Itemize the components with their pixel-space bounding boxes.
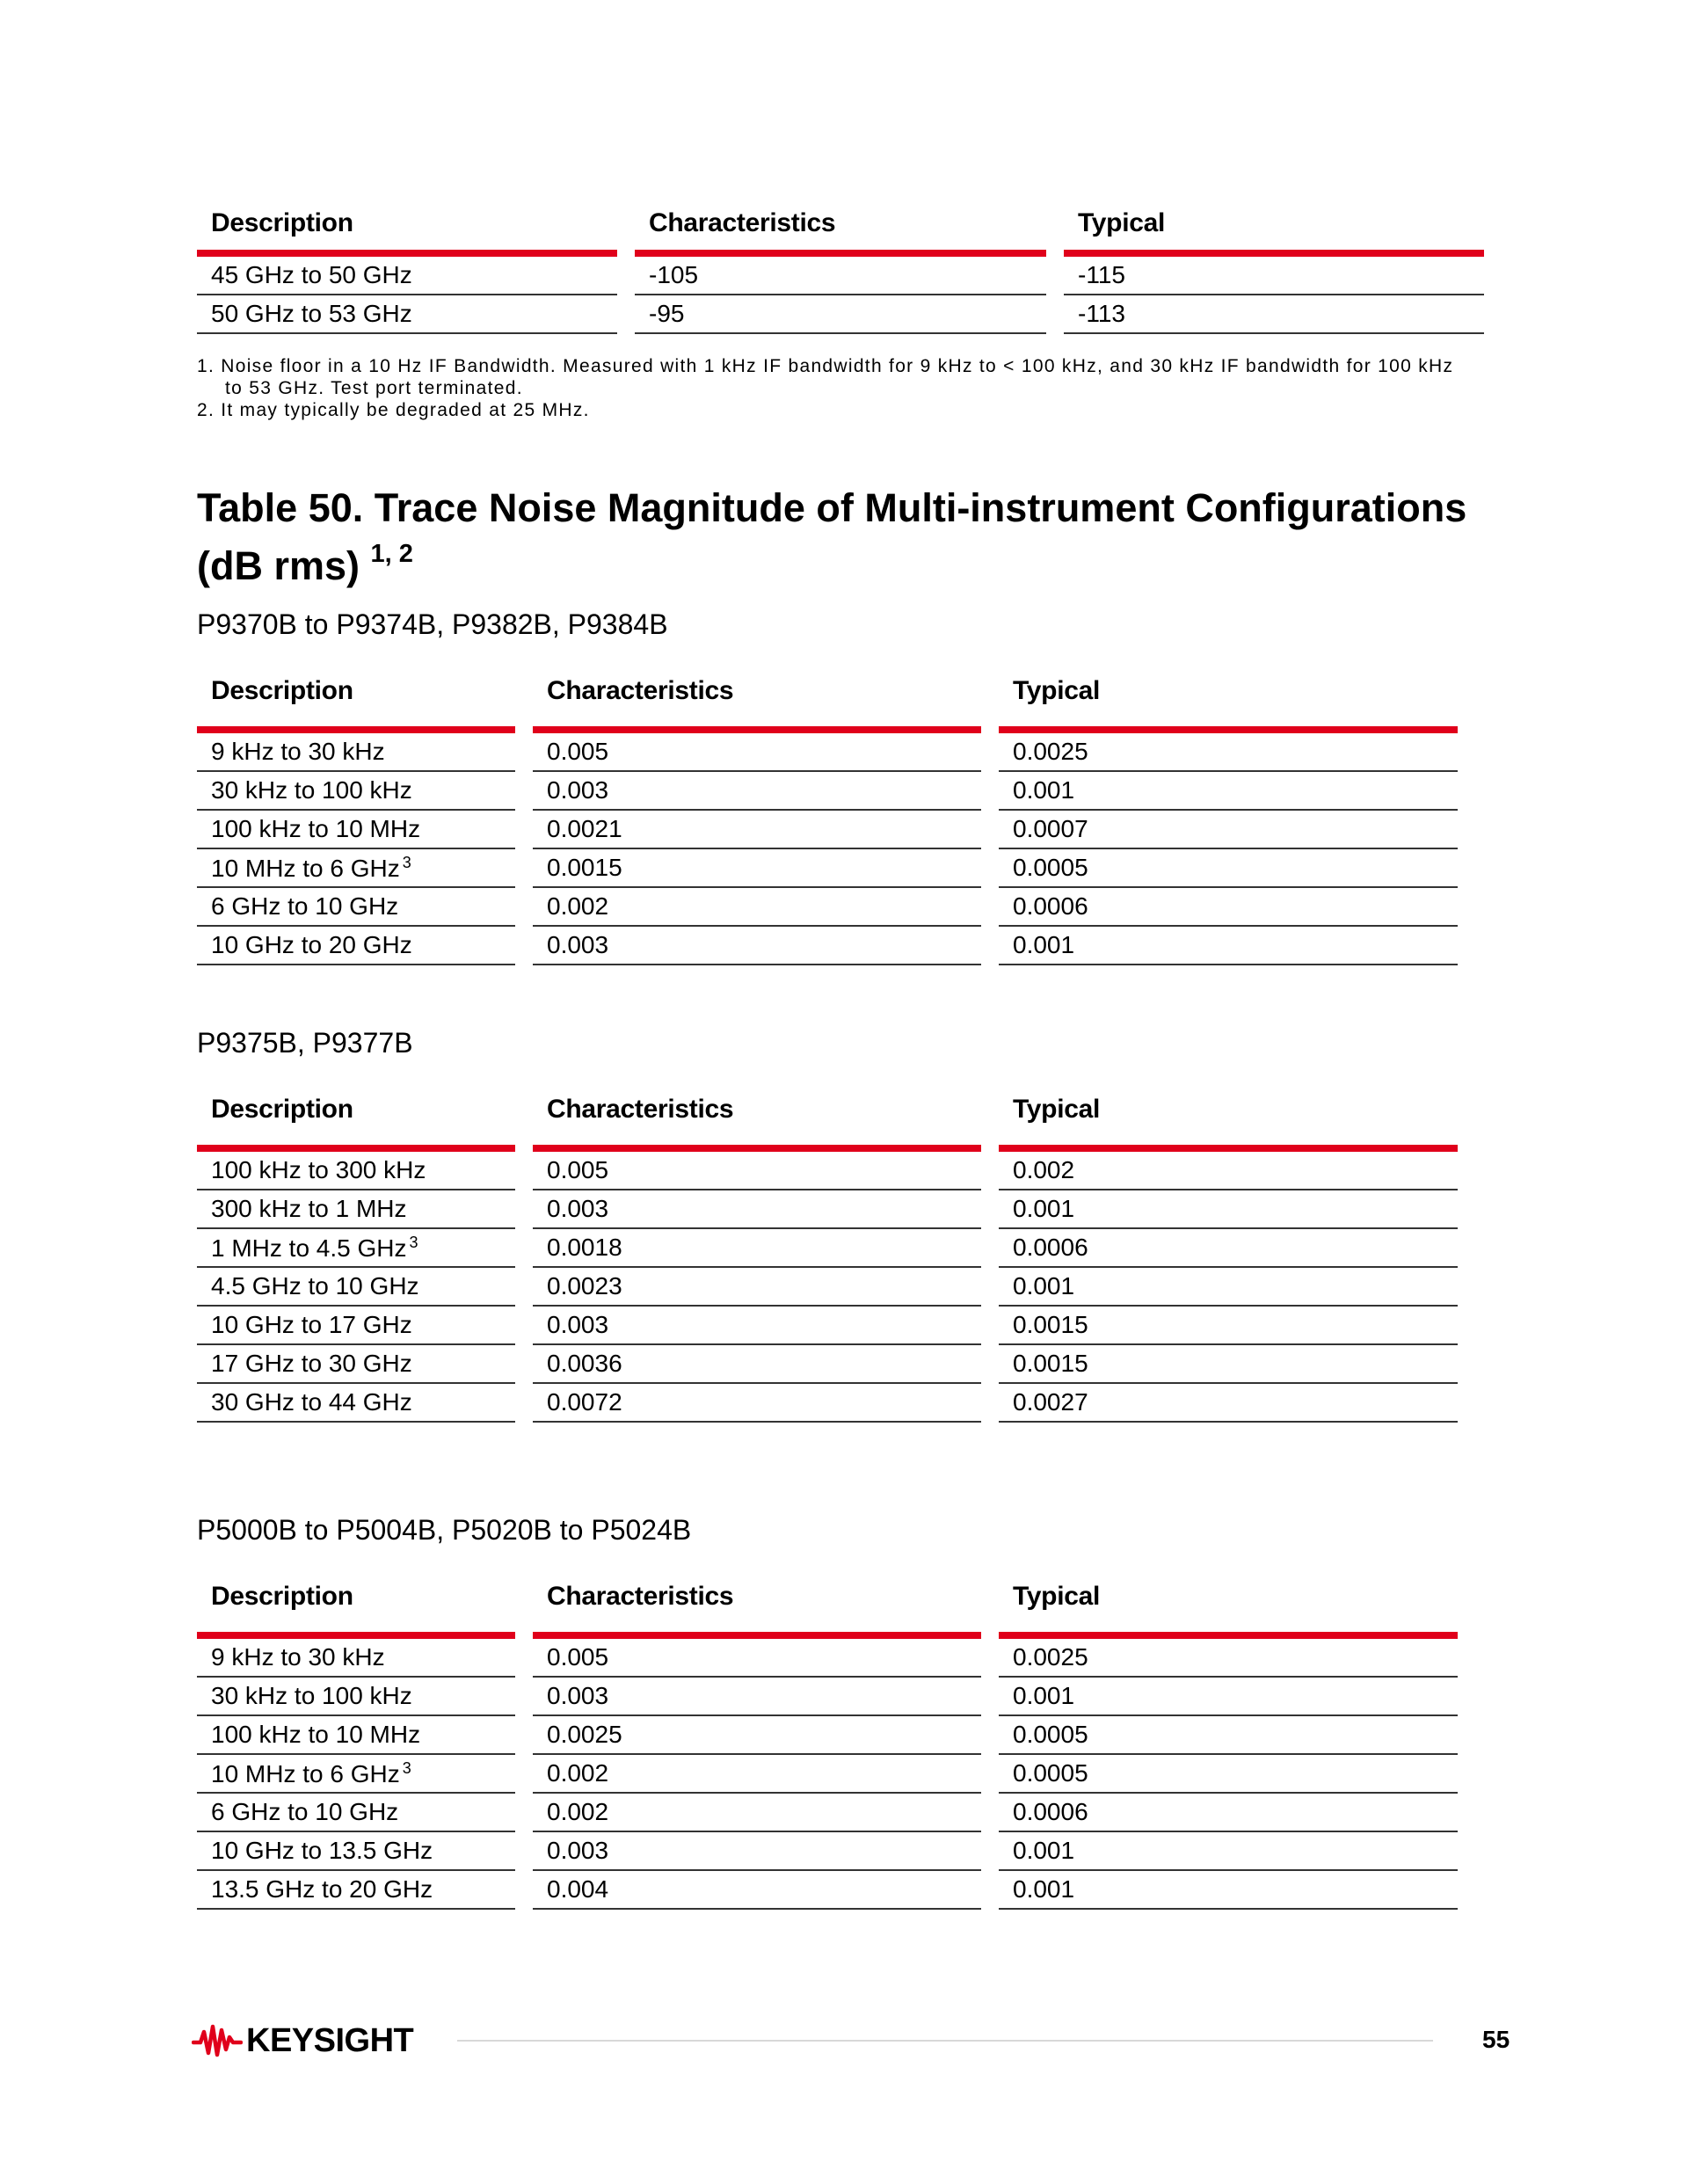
section-table xyxy=(197,1570,1458,1910)
cell-characteristics: 0.005 xyxy=(533,733,981,772)
table-row xyxy=(197,811,1458,849)
cell-description-text: 13.5 GHz to 20 GHz xyxy=(211,1875,433,1903)
table-row xyxy=(197,1678,1458,1716)
section-subtitle: P9375B, P9377B xyxy=(197,1027,413,1059)
cell-description-text: 9 kHz to 30 kHz xyxy=(211,738,385,765)
cell-description xyxy=(197,1152,515,1190)
table-row xyxy=(197,1384,1458,1423)
header-typical: Typical xyxy=(1013,1095,1101,1124)
cell-description xyxy=(197,772,515,811)
cell-characteristics: -105 xyxy=(635,257,1046,295)
header-description: Description xyxy=(211,208,353,237)
cell-description xyxy=(197,1229,515,1268)
cell-characteristics: 0.002 xyxy=(533,1755,981,1794)
table-row xyxy=(197,927,1458,965)
cell-description-text: 17 GHz to 30 GHz xyxy=(211,1350,412,1377)
section-rows xyxy=(197,1152,1458,1423)
cell-description-text: 4.5 GHz to 10 GHz xyxy=(211,1272,419,1299)
cell-description-text: 1 MHz to 4.5 GHz xyxy=(211,1234,407,1262)
table-row xyxy=(197,1755,1458,1794)
cell-description-text: 6 GHz to 10 GHz xyxy=(211,892,399,920)
header-description: Description xyxy=(211,1582,353,1611)
cell-typical: 0.0025 xyxy=(999,1639,1458,1678)
cell-description xyxy=(197,1794,515,1832)
table-row xyxy=(197,295,1484,334)
header-red-bar xyxy=(197,250,1484,257)
cell-characteristics: 0.0025 xyxy=(533,1716,981,1755)
table-title: Table 50. Trace Noise Magnitude of Multi-instrument Configurations xyxy=(197,485,1467,530)
table-row xyxy=(197,849,1458,888)
table-row xyxy=(197,1716,1458,1755)
cell-typical: 0.002 xyxy=(999,1152,1458,1190)
cell-description xyxy=(197,811,515,849)
cell-description xyxy=(197,1345,515,1384)
table-row xyxy=(197,1794,1458,1832)
section-subtitle: P5000B to P5004B, P5020B to P5024B xyxy=(197,1514,692,1546)
cell-characteristics: 0.003 xyxy=(533,1832,981,1871)
brand-name: KEYSIGHT xyxy=(246,2021,414,2059)
section-table xyxy=(197,665,1458,965)
cell-characteristics: 0.005 xyxy=(533,1639,981,1678)
keysight-logo xyxy=(192,2020,413,2061)
cell-characteristics: 0.0021 xyxy=(533,811,981,849)
cell-description xyxy=(197,849,515,888)
table-row xyxy=(197,1190,1458,1229)
table-row xyxy=(197,1639,1458,1678)
cell-description: 50 GHz to 53 GHz xyxy=(197,295,617,334)
cell-typical: 0.001 xyxy=(999,927,1458,965)
cell-characteristics: 0.0018 xyxy=(533,1229,981,1268)
cell-typical: 0.0005 xyxy=(999,1755,1458,1794)
cell-typical: 0.0015 xyxy=(999,1307,1458,1345)
cell-characteristics: -95 xyxy=(635,295,1046,334)
table-row xyxy=(197,1307,1458,1345)
table-row xyxy=(197,733,1458,772)
header-typical: Typical xyxy=(1078,208,1166,237)
cell-description-text: 30 kHz to 100 kHz xyxy=(211,1682,412,1709)
cell-description-text: 30 GHz to 44 GHz xyxy=(211,1388,412,1416)
cell-description-text: 100 kHz to 300 kHz xyxy=(211,1156,426,1183)
cell-characteristics: 0.0072 xyxy=(533,1384,981,1423)
header-red-bar xyxy=(197,726,1458,733)
cell-description-text: 10 MHz to 6 GHz xyxy=(211,854,400,882)
cell-description xyxy=(197,1832,515,1871)
footnote-ref: 3 xyxy=(402,853,411,871)
cell-characteristics: 0.0036 xyxy=(533,1345,981,1384)
table-unit: (dB rms) xyxy=(197,543,360,588)
cell-description xyxy=(197,1190,515,1229)
cell-description xyxy=(197,1384,515,1423)
header-red-bar xyxy=(197,1145,1458,1152)
table-heading xyxy=(197,485,1498,589)
table-row xyxy=(197,1229,1458,1268)
cell-description-text: 30 kHz to 100 kHz xyxy=(211,776,412,804)
cell-characteristics: 0.002 xyxy=(533,1794,981,1832)
cell-characteristics: 0.003 xyxy=(533,927,981,965)
footnote-1: 1. Noise floor in a 10 Hz IF Bandwidth. Measured with 1 kHz IF bandwidth for 9 kHz to < 100 kHz, and 30 kHz IF bandwidth for 100 kHz to 53 GHz. Test port terminated. xyxy=(197,356,1454,398)
footnote-ref: 3 xyxy=(409,1233,418,1251)
cell-description-text: 100 kHz to 10 MHz xyxy=(211,1721,421,1748)
cell-characteristics: 0.0015 xyxy=(533,849,981,888)
table-row xyxy=(197,772,1458,811)
cell-description xyxy=(197,1639,515,1678)
cell-characteristics: 0.003 xyxy=(533,1190,981,1229)
cell-typical: 0.0006 xyxy=(999,1229,1458,1268)
top-table xyxy=(197,197,1484,334)
cell-typical: 0.0005 xyxy=(999,1716,1458,1755)
header-red-bar xyxy=(197,1632,1458,1639)
cell-description: 45 GHz to 50 GHz xyxy=(197,257,617,295)
cell-typical: 0.001 xyxy=(999,1678,1458,1716)
footnote-2: 2. It may typically be degraded at 25 MHz. xyxy=(197,400,590,420)
page-footer xyxy=(0,2013,1688,2066)
section-table xyxy=(197,1083,1458,1423)
footer-divider xyxy=(457,2040,1433,2042)
cell-typical: 0.0005 xyxy=(999,849,1458,888)
top-table-block xyxy=(197,197,1484,334)
table-row xyxy=(197,888,1458,927)
section-rows xyxy=(197,1639,1458,1910)
cell-characteristics: 0.004 xyxy=(533,1871,981,1910)
section-rows xyxy=(197,733,1458,965)
table-row xyxy=(197,1871,1458,1910)
cell-description-text: 100 kHz to 10 MHz xyxy=(211,815,421,842)
cell-description-text: 10 GHz to 13.5 GHz xyxy=(211,1837,433,1864)
keysight-wave-icon xyxy=(192,2023,243,2058)
cell-description-text: 6 GHz to 10 GHz xyxy=(211,1798,399,1825)
section-table-block xyxy=(197,665,1458,965)
cell-description-text: 9 kHz to 30 kHz xyxy=(211,1643,385,1671)
cell-description xyxy=(197,1307,515,1345)
cell-description xyxy=(197,733,515,772)
cell-typical: -115 xyxy=(1064,257,1484,295)
header-characteristics: Characteristics xyxy=(547,1095,734,1124)
cell-typical: 0.0015 xyxy=(999,1345,1458,1384)
page-number: 55 xyxy=(1482,2026,1510,2053)
cell-typical: 0.0007 xyxy=(999,811,1458,849)
table-row xyxy=(197,1345,1458,1384)
cell-typical: 0.001 xyxy=(999,772,1458,811)
cell-characteristics: 0.003 xyxy=(533,1307,981,1345)
cell-characteristics: 0.003 xyxy=(533,772,981,811)
table-row xyxy=(197,257,1484,295)
cell-typical: 0.0027 xyxy=(999,1384,1458,1423)
cell-characteristics: 0.0023 xyxy=(533,1268,981,1307)
section-table-block xyxy=(197,1570,1458,1910)
header-characteristics: Characteristics xyxy=(547,1582,734,1611)
cell-description xyxy=(197,1871,515,1910)
cell-description xyxy=(197,1678,515,1716)
cell-description xyxy=(197,888,515,927)
cell-characteristics: 0.005 xyxy=(533,1152,981,1190)
cell-description-text: 10 GHz to 20 GHz xyxy=(211,931,412,958)
cell-typical: 0.001 xyxy=(999,1268,1458,1307)
header-description: Description xyxy=(211,676,353,705)
header-characteristics: Characteristics xyxy=(649,208,836,237)
cell-typical: 0.0006 xyxy=(999,1794,1458,1832)
table-row xyxy=(197,1152,1458,1190)
header-typical: Typical xyxy=(1013,676,1101,705)
cell-typical: 0.001 xyxy=(999,1832,1458,1871)
table-row xyxy=(197,1268,1458,1307)
header-typical: Typical xyxy=(1013,1582,1101,1611)
header-characteristics: Characteristics xyxy=(547,676,734,705)
cell-description xyxy=(197,1268,515,1307)
footnote-ref: 3 xyxy=(402,1758,411,1777)
footnotes xyxy=(197,355,1463,421)
cell-description-text: 300 kHz to 1 MHz xyxy=(211,1195,407,1222)
cell-typical: 0.001 xyxy=(999,1871,1458,1910)
cell-typical: -113 xyxy=(1064,295,1484,334)
section-table-block xyxy=(197,1083,1458,1423)
cell-typical: 0.0006 xyxy=(999,888,1458,927)
cell-description xyxy=(197,927,515,965)
section-subtitle: P9370B to P9374B, P9382B, P9384B xyxy=(197,608,668,640)
cell-typical: 0.0025 xyxy=(999,733,1458,772)
heading-footnote-refs: 1, 2 xyxy=(370,540,413,568)
cell-typical: 0.001 xyxy=(999,1190,1458,1229)
header-description: Description xyxy=(211,1095,353,1124)
cell-characteristics: 0.003 xyxy=(533,1678,981,1716)
cell-description xyxy=(197,1716,515,1755)
table-row xyxy=(197,1832,1458,1871)
cell-description-text: 10 GHz to 17 GHz xyxy=(211,1311,412,1338)
cell-description xyxy=(197,1755,515,1794)
cell-description-text: 10 MHz to 6 GHz xyxy=(211,1759,400,1787)
cell-characteristics: 0.002 xyxy=(533,888,981,927)
